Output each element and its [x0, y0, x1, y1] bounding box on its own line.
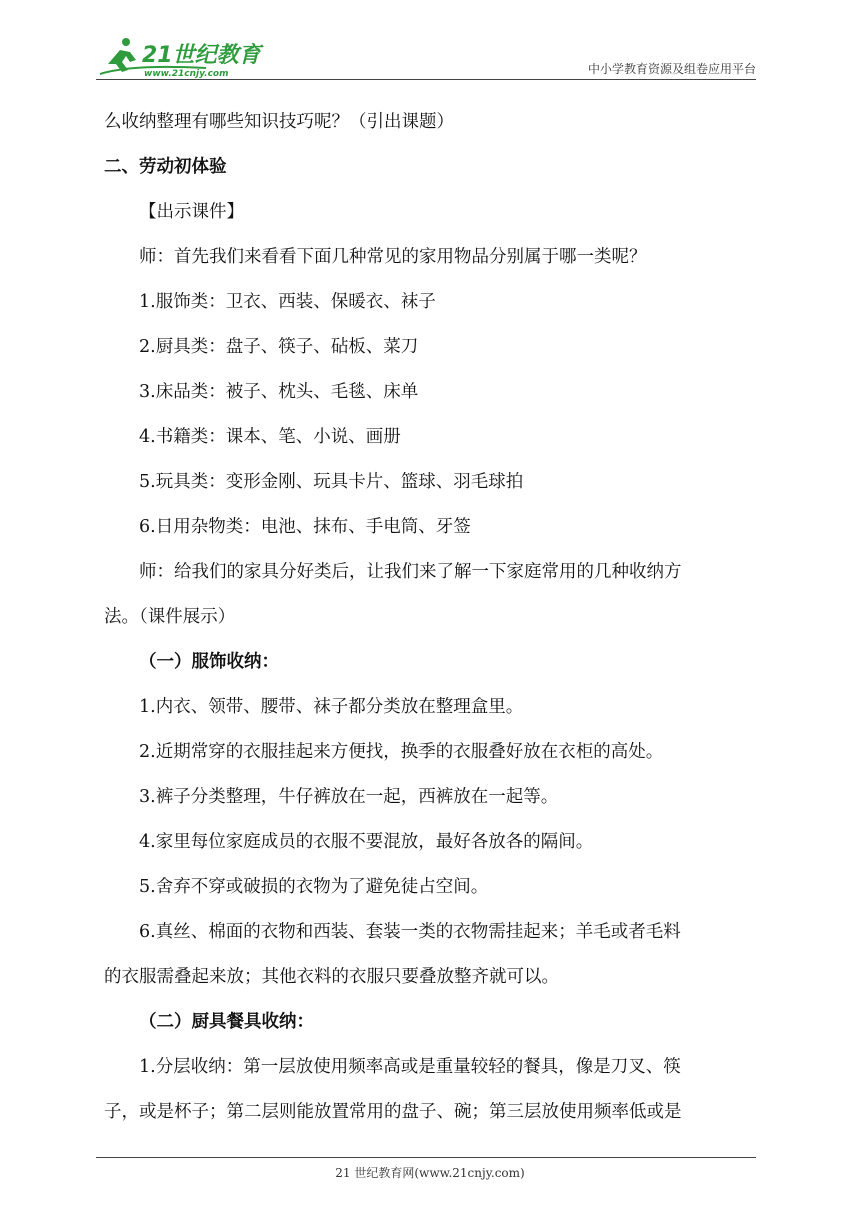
logo — [96, 36, 266, 80]
list-item: 5.玩具类：变形金刚、玩具卡片、篮球、羽毛球拍 — [139, 472, 524, 492]
paragraph-line: 么收纳整理有哪些知识技巧呢？（引出课题） — [104, 112, 454, 132]
svg-text:21世纪教育: 21世纪教育 — [142, 43, 261, 68]
subsection-heading: （一）服饰收纳： — [139, 652, 279, 672]
list-item: 1.内衣、领带、腰带、袜子都分类放在整理盒里。 — [139, 697, 524, 717]
paragraph-line: 的衣服需叠起来放；其他衣料的衣服只要叠放整齐就可以。 — [104, 967, 559, 987]
paragraph-line: 子，或是杯子；第二层则能放置常用的盘子、碗；第三层放使用频率低或是 — [104, 1102, 682, 1122]
header-divider — [96, 79, 756, 80]
page-header — [0, 0, 860, 90]
list-item: 3.床品类：被子、枕头、毛毯、床单 — [139, 382, 419, 402]
document-body — [104, 100, 764, 1135]
list-item: 6.日用杂物类：电池、抹布、手电筒、牙签 — [139, 517, 471, 537]
paragraph-line: 师：首先我们来看看下面几种常见的家用物品分别属于哪一类呢？ — [139, 247, 647, 267]
list-item: 5.舍弃不穿或破损的衣物为了避免徒占空间。 — [139, 877, 489, 897]
list-item: 4.家里每位家庭成员的衣服不要混放，最好各放各的隔间。 — [139, 832, 594, 852]
paragraph-line: 【出示课件】 — [139, 202, 244, 222]
section-heading: 二、劳动初体验 — [104, 157, 227, 177]
list-item: 4.书籍类：课本、笔、小说、画册 — [139, 427, 401, 447]
paragraph-line: 师：给我们的家具分好类后，让我们来了解一下家庭常用的几种收纳方 — [139, 562, 682, 582]
paragraph-line: 法。（课件展示） — [104, 607, 236, 627]
platform-name: 中小学教育资源及组卷应用平台 — [587, 62, 756, 76]
list-item: 6.真丝、棉面的衣物和西装、套装一类的衣物需挂起来；羊毛或者毛料 — [139, 922, 681, 942]
list-item: 1.服饰类：卫衣、西装、保暖衣、袜子 — [139, 292, 436, 312]
footer-divider — [96, 1157, 756, 1158]
svg-text:www.21cnjy.com: www.21cnjy.com — [144, 69, 229, 79]
subsection-heading: （二）厨具餐具收纳： — [139, 1012, 314, 1032]
list-item: 2.厨具类：盘子、筷子、砧板、菜刀 — [139, 337, 419, 357]
list-item: 2.近期常穿的衣服挂起来方便找，换季的衣服叠好放在衣柜的高处。 — [139, 742, 664, 762]
page-footer: 21 世纪教育网(www.21cnjy.com) — [335, 1166, 525, 1180]
list-item: 3.裤子分类整理，牛仔裤放在一起，西裤放在一起等。 — [139, 787, 559, 807]
list-item: 1.分层收纳：第一层放使用频率高或是重量较轻的餐具，像是刀叉、筷 — [139, 1057, 681, 1077]
